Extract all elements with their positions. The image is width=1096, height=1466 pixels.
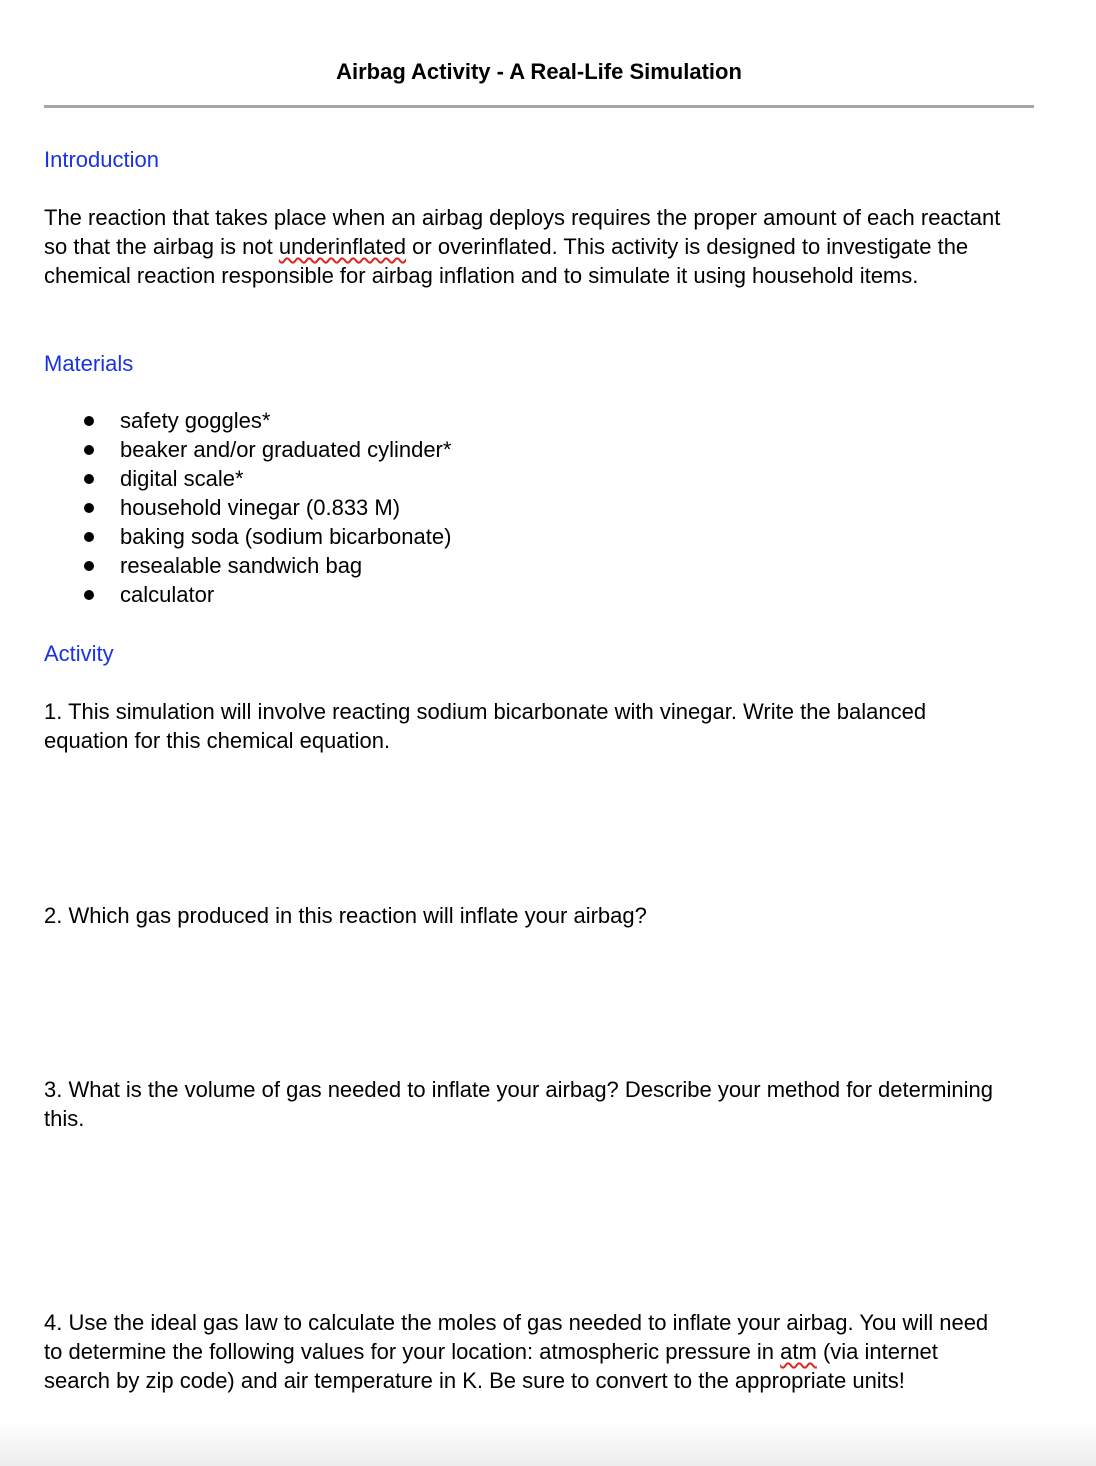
question-1: 1. This simulation will involve reacting sodium bicarbonate with vinegar. Write the balanced equation for this chemical equation. [44, 699, 927, 753]
bullet-icon [84, 445, 94, 455]
document-title: Airbag Activity - A Real-Life Simulation [336, 59, 742, 84]
material-label: baking soda (sodium bicarbonate) [120, 524, 452, 549]
list-item [44, 493, 451, 522]
list-item [44, 551, 451, 580]
material-label: household vinegar (0.833 M) [120, 495, 401, 520]
material-label: digital scale* [120, 466, 244, 491]
title-divider [44, 105, 1034, 108]
material-label: beaker and/or graduated cylinder* [120, 437, 452, 462]
list-item [44, 580, 451, 609]
material-label: safety goggles* [120, 408, 271, 433]
question-4-text-part-2: (via internet search by zip code) and air temperature in K. Be sure to convert to the appropriate units! [44, 1339, 938, 1393]
introduction-heading: Introduction [44, 147, 159, 172]
question-2: 2. Which gas produced in this reaction will inflate your airbag? [44, 903, 647, 928]
introduction-text-part-2: or overinflated. This activity is designed to investigate the chemical reaction responsible for airbag inflation and to simulate it using household items. [44, 234, 969, 288]
bullet-icon [84, 532, 94, 542]
bullet-icon [84, 561, 94, 571]
activity-heading: Activity [44, 641, 114, 666]
question-4 [44, 1308, 1004, 1395]
bullet-icon [84, 474, 94, 484]
materials-list [44, 406, 451, 609]
introduction-paragraph [44, 203, 1004, 290]
question-3: 3. What is the volume of gas needed to inflate your airbag? Describe your method for determining this. [44, 1077, 993, 1131]
page-bottom-shadow [0, 1420, 1096, 1466]
bullet-icon [84, 503, 94, 513]
question-4-text-part-1: 4. Use the ideal gas law to calculate the moles of gas needed to inflate your airbag. You will need to determine the following values for your location: atmospheric pressure in [44, 1310, 989, 1364]
material-label: calculator [120, 582, 215, 607]
material-label: resealable sandwich bag [120, 553, 363, 578]
introduction-text-part-1: The reaction that takes place when an airbag deploys requires the proper amount of each reactant so that the airbag is not [44, 205, 1001, 259]
materials-heading: Materials [44, 351, 134, 376]
spellcheck-flagged-word[interactable]: atm [780, 1339, 817, 1364]
list-item [44, 435, 451, 464]
list-item [44, 464, 451, 493]
list-item [44, 406, 451, 435]
list-item [44, 522, 451, 551]
bullet-icon [84, 590, 94, 600]
spellcheck-flagged-word[interactable]: underinflated [278, 234, 407, 259]
bullet-icon [84, 416, 94, 426]
